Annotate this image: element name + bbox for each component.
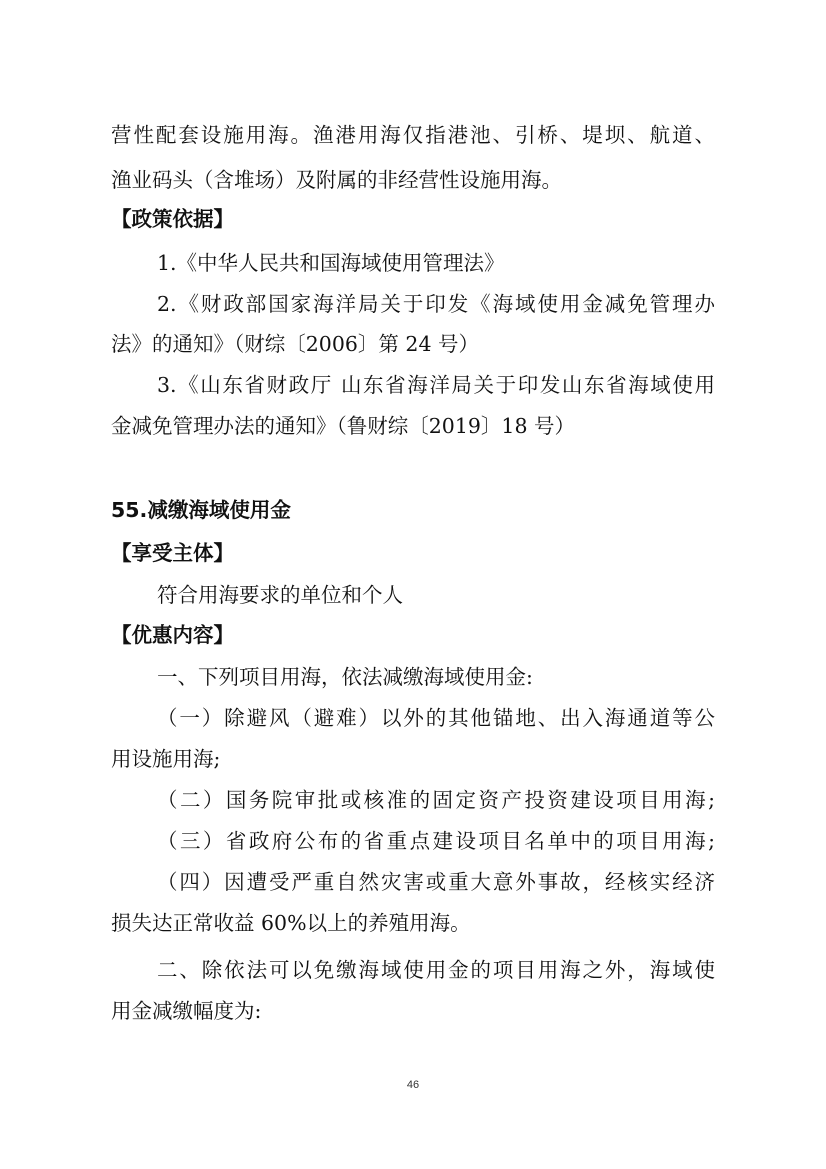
section-heading-subject: 【享受主体】 [111, 541, 234, 565]
content-line: （三）省政府公布的省重点建设项目名单中的项目用海; [157, 829, 715, 853]
section-heading-policy: 【政策依据】 [111, 207, 234, 231]
page-number: 46 [406, 1079, 420, 1091]
content-line: （四）因遭受严重自然灾害或重大意外事故，经核实经济 [157, 870, 715, 894]
section-title: 55.减缴海域使用金 [111, 498, 291, 522]
policy-item-2: 2.《财政部国家海洋局关于印发《海域使用金减免管理办 [157, 292, 715, 316]
content-line: 损失达正常收益 60%以上的养殖用海。 [111, 911, 471, 935]
content-line: （二）国务院审批或核准的固定资产投资建设项目用海; [157, 788, 715, 812]
content-line: 二、除依法可以免缴海域使用金的项目用海之外，海域使 [157, 958, 715, 982]
content-line: 一、下列项目用海，依法减缴海域使用金: [157, 665, 533, 689]
policy-item-3: 3.《山东省财政厅 山东省海洋局关于印发山东省海域使用 [157, 373, 715, 397]
policy-item-1: 1.《中华人民共和国海域使用管理法》 [157, 251, 505, 275]
subject-text: 符合用海要求的单位和个人 [157, 583, 403, 607]
policy-item-3-cont: 金减免管理办法的通知》（鲁财综〔2019〕18 号） [111, 414, 576, 438]
content-line: （一）除避风（避难）以外的其他锚地、出入海通道等公 [157, 706, 715, 730]
content-line: 用设施用海; [111, 747, 221, 771]
content-line: 用金减缴幅度为: [111, 999, 262, 1023]
section-heading-content: 【优惠内容】 [111, 623, 234, 647]
body-line: 营性配套设施用海。渔港用海仅指港池、引桥、堤坝、航道、 [111, 123, 715, 147]
policy-item-2-cont: 法》的通知》（财综〔2006〕第 24 号） [111, 332, 480, 356]
body-line: 渔业码头（含堆场）及附属的非经营性设施用海。 [111, 168, 562, 192]
